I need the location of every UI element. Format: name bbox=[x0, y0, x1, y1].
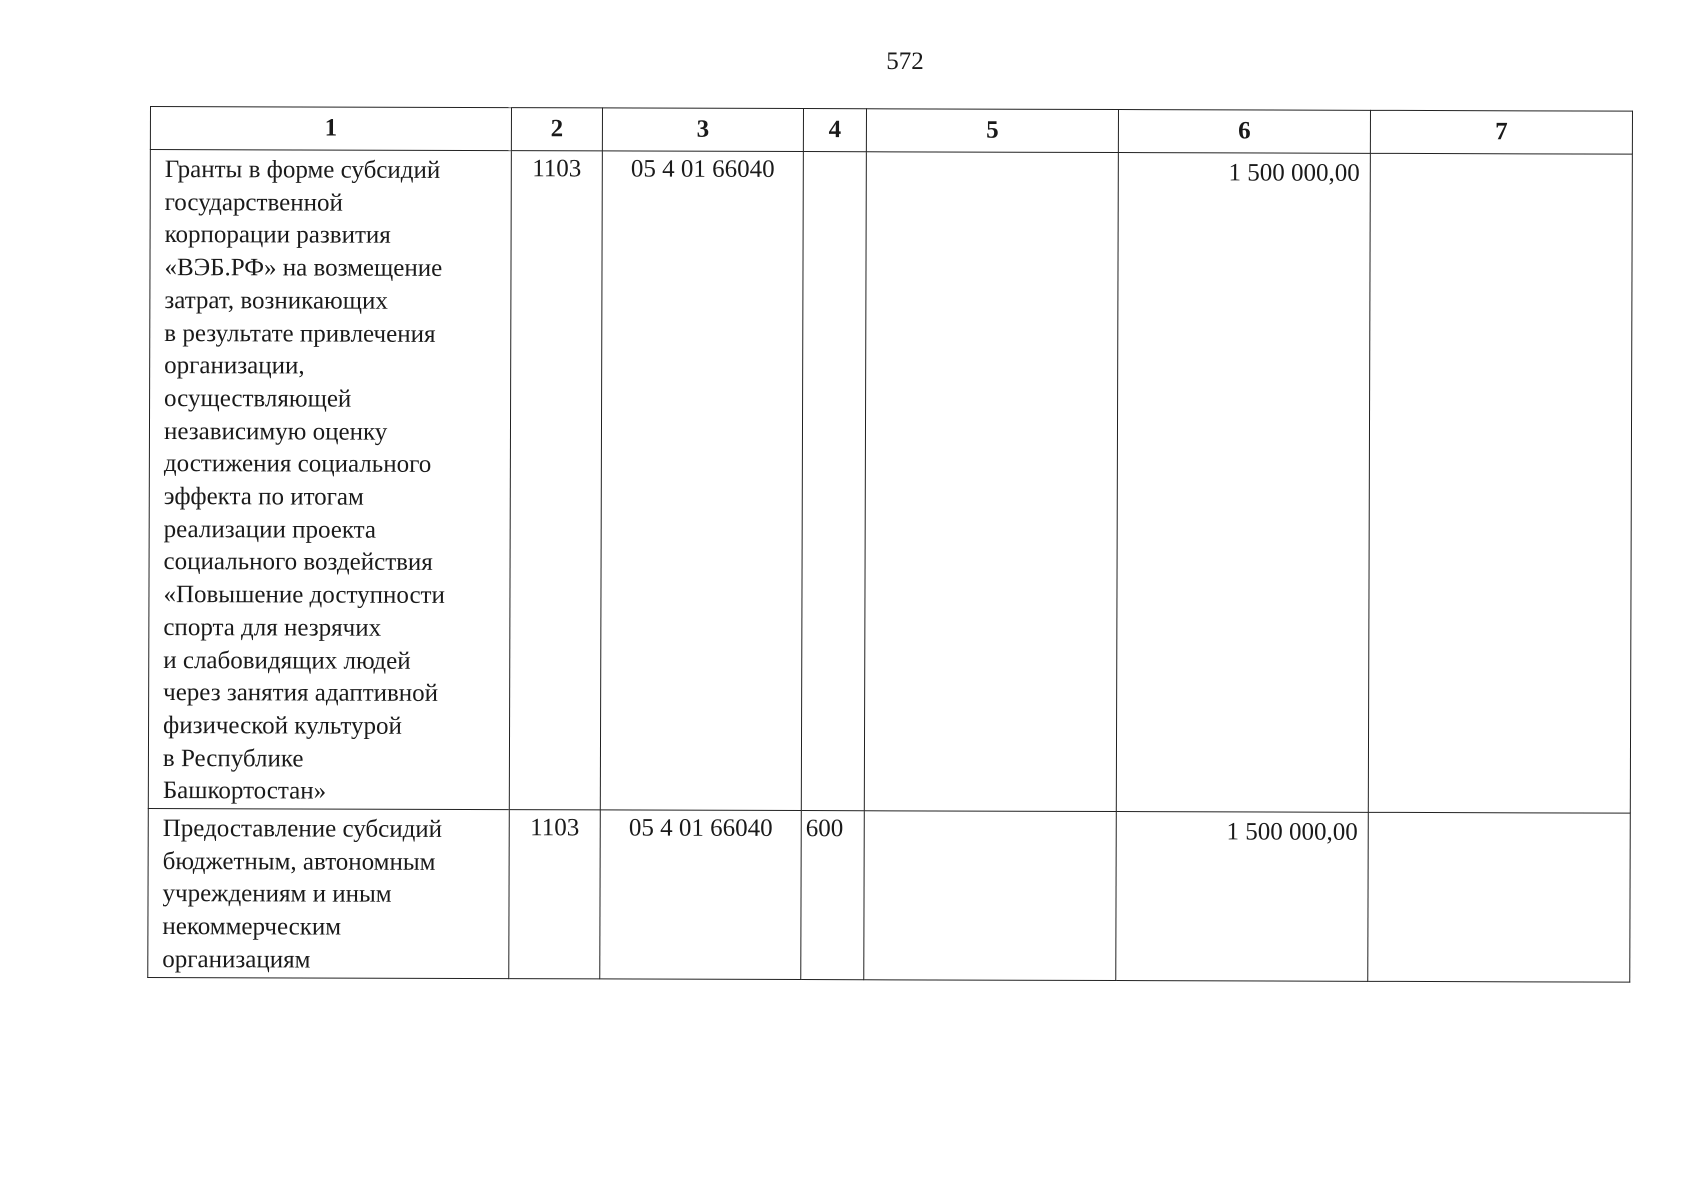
row-section-cell: 1103 bbox=[509, 151, 602, 810]
header-col-6: 6 bbox=[1118, 110, 1370, 154]
row-expense-type-cell bbox=[801, 152, 866, 811]
row-col5-cell bbox=[864, 152, 1118, 812]
row-col5-cell bbox=[864, 811, 1117, 981]
row-target-cell: 05 4 01 66040 bbox=[600, 151, 803, 811]
header-col-4: 4 bbox=[803, 109, 866, 152]
table-row bbox=[148, 150, 1632, 814]
row-name-cell: Гранты в форме субсидий государственной корпорации развития «ВЭБ.РФ» на возмещение затрат, возникающих в результате привлечения организации, осуществляющей независимую оценку достижения социального эффекта по итогам реализации проекта социального воздействия «Повышение доступности спорта для незрячих и слабовидящих людей через занятия адаптивной физической культурой в Республике Башкортостан» bbox=[148, 150, 511, 810]
table-row bbox=[148, 809, 1631, 983]
row-amount-cell: 1 500 000,00 bbox=[1116, 153, 1370, 813]
row-name-cell: Предоставление субсидий бюджетным, автономным учреждениям и иным некоммерческим организациям bbox=[148, 809, 510, 979]
row-amount-cell: 1 500 000,00 bbox=[1116, 812, 1369, 982]
row-col7-cell bbox=[1368, 812, 1631, 982]
table-header-row bbox=[150, 107, 1632, 155]
row-expense-type-cell: 600 bbox=[801, 811, 865, 980]
row-target-cell: 05 4 01 66040 bbox=[600, 810, 802, 980]
page-number: 572 bbox=[886, 48, 924, 75]
header-col-3: 3 bbox=[602, 108, 803, 152]
header-col-1: 1 bbox=[150, 107, 511, 151]
row-col7-cell bbox=[1368, 153, 1632, 813]
budget-table-container bbox=[147, 106, 1633, 983]
header-col-5: 5 bbox=[866, 109, 1118, 153]
budget-table bbox=[147, 106, 1633, 983]
row-section-cell: 1103 bbox=[509, 810, 601, 979]
header-col-7: 7 bbox=[1370, 110, 1632, 154]
header-col-2: 2 bbox=[511, 108, 602, 151]
